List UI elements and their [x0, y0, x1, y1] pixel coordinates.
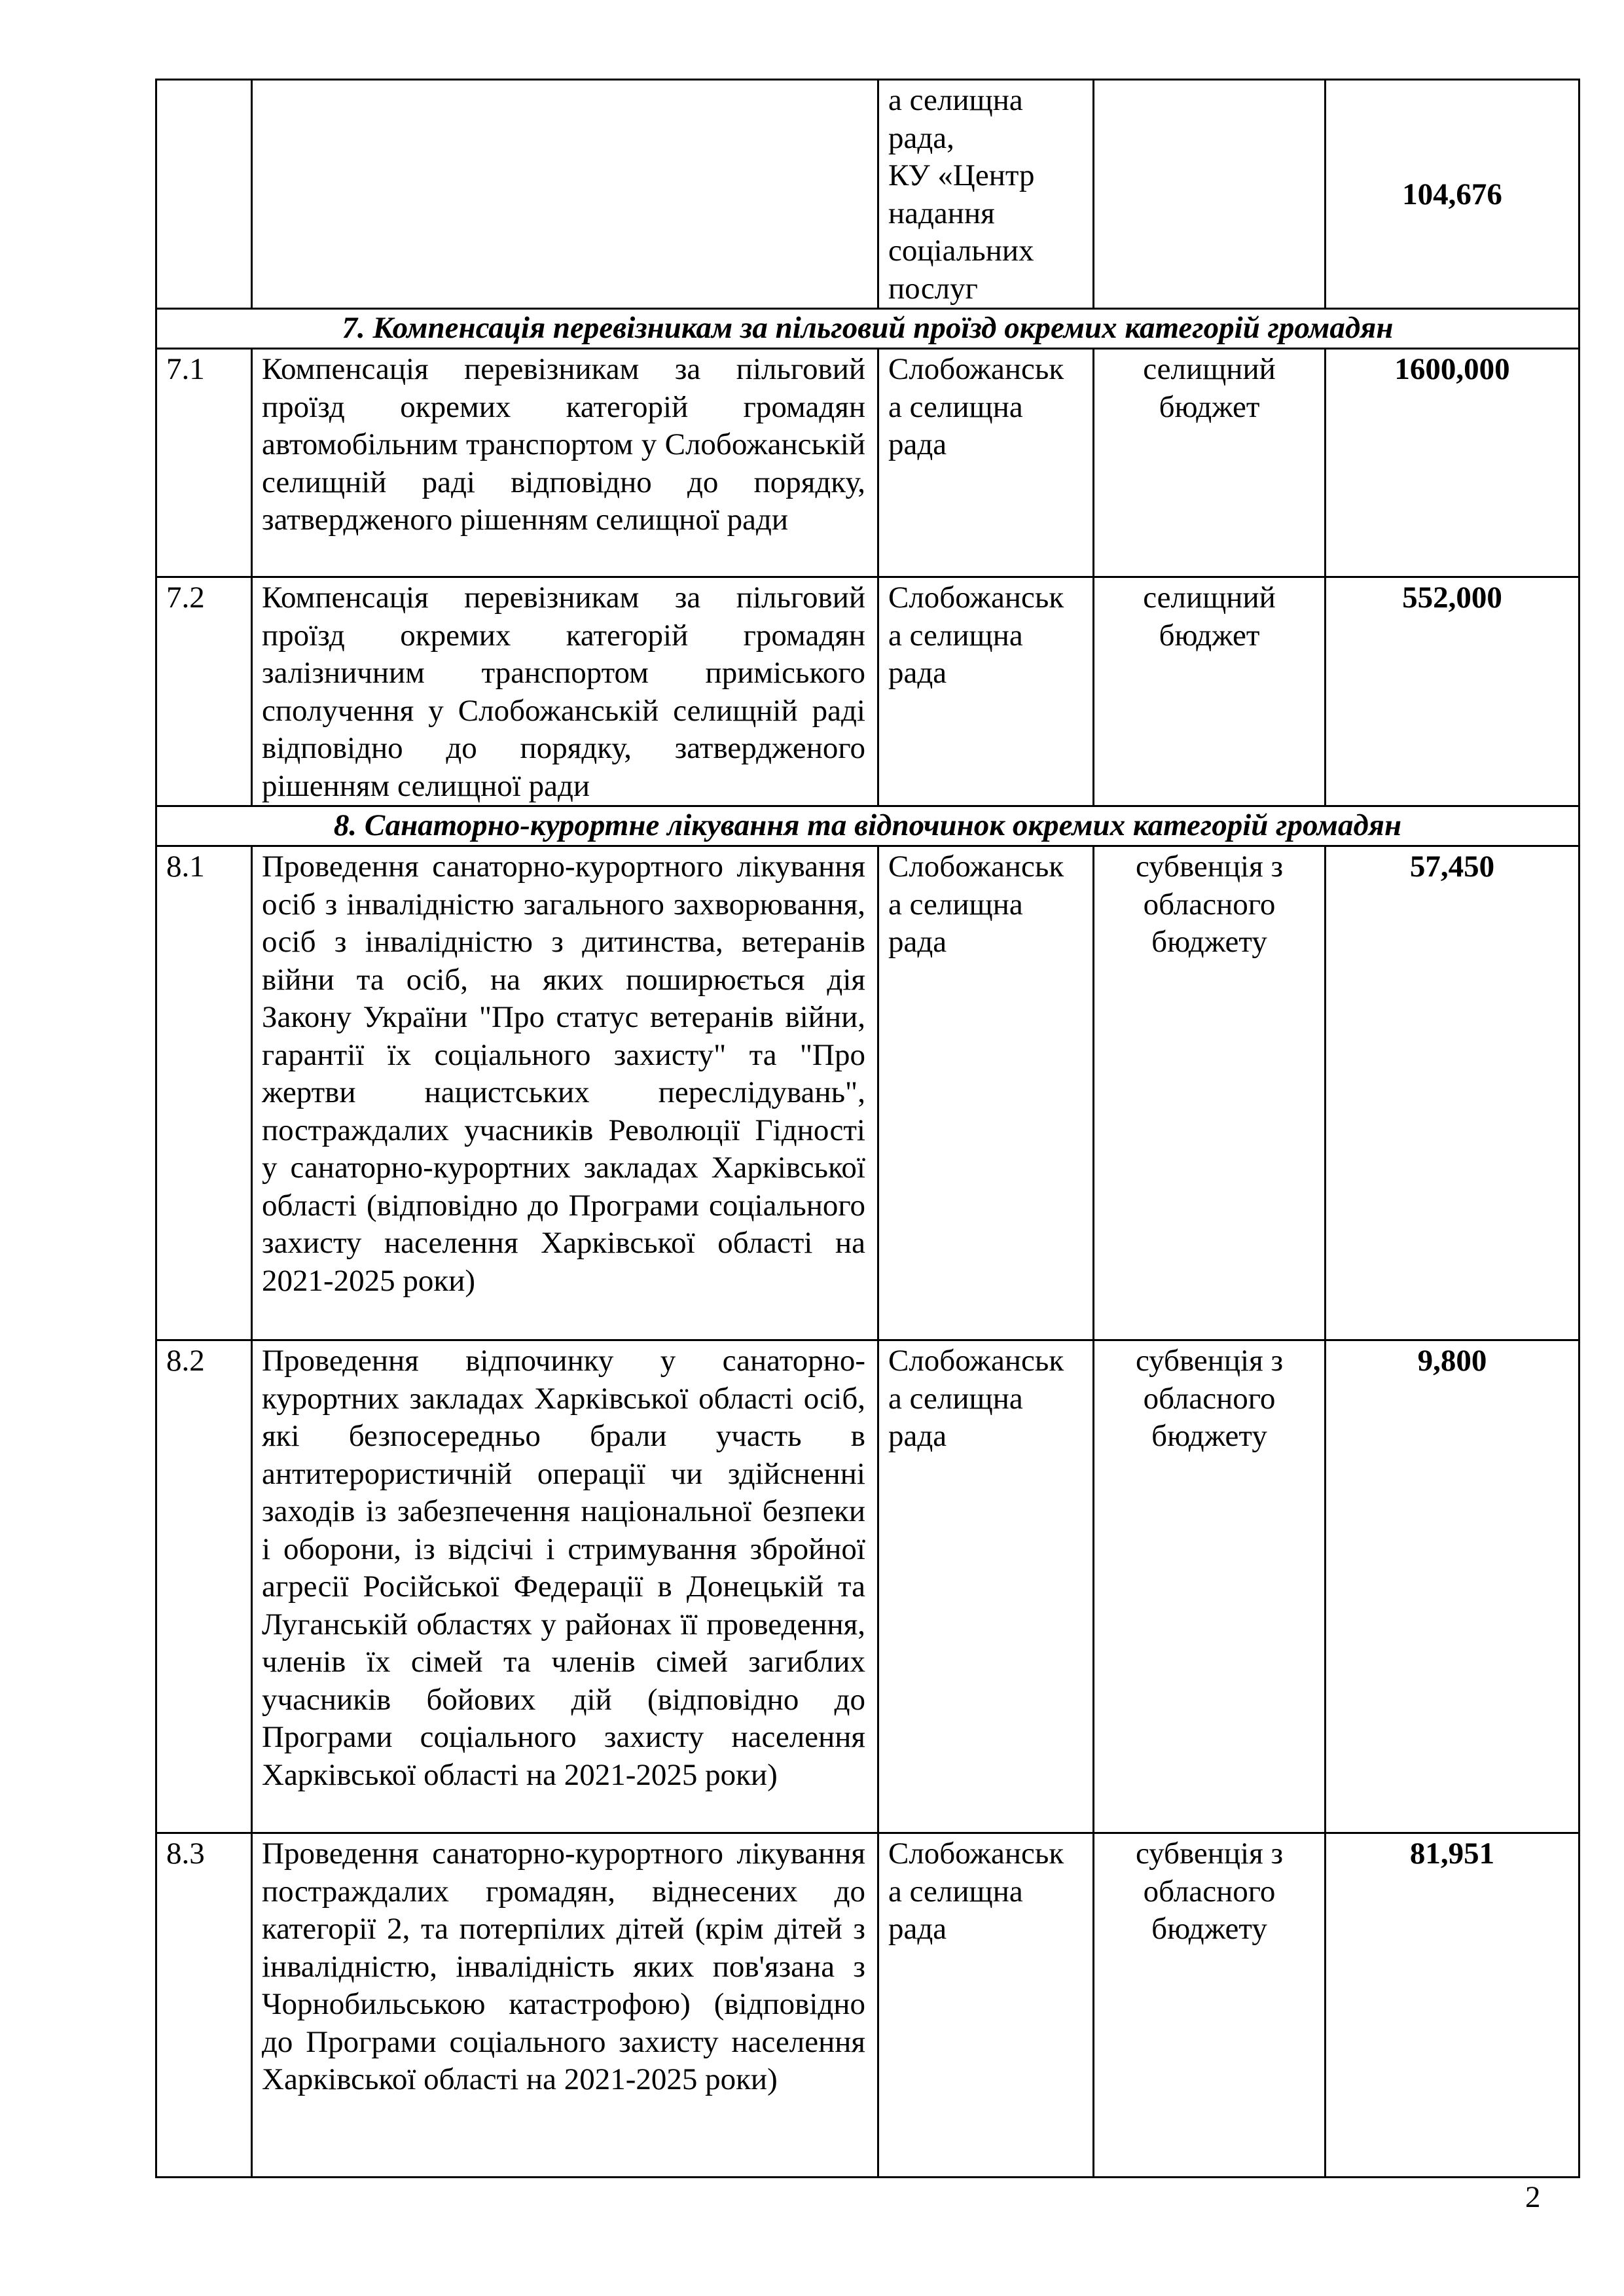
row-description: Компенсація перевізникам за пільговий проїзд окремих категорій громадян залізничним транспортом приміського сполучення у Слобожанській селищній раді відповідно до порядку, затвердженого рішенням селищної ради [252, 577, 878, 806]
table-row [156, 80, 1579, 309]
row-description: Проведення санаторно-курортного лікування осіб з інвалідністю загального захворювання, осіб з інвалідністю з дитинства, ветеранів війни та осіб, на яких поширюється дія Закону України "Про статус ветеранів війни, гарантії їх соціального захисту" та "Про жертви нацистських переслідувань", постраждалих учасників Революції Гідності у санаторно-курортних закладах Харківської області (відповідно до Програми соціального захисту населення Харківської області на 2021-2025 роки) [252, 846, 878, 1340]
section-title: 7. Компенсація перевізникам за пільговий проїзд окремих категорій громадян [156, 309, 1579, 349]
row-funding-source: селищний бюджет [1094, 577, 1326, 806]
row-amount: 57,450 [1326, 846, 1579, 1340]
row-executor: Слобожанськ а селищна рада [878, 349, 1094, 577]
row-funding-source [1094, 80, 1326, 309]
row-executor: Слобожанськ а селищна рада [878, 577, 1094, 806]
row-funding-source: субвенція з обласного бюджету [1094, 1340, 1326, 1833]
row-number [156, 80, 252, 309]
row-executor: Слобожанськ а селищна рада [878, 1340, 1094, 1833]
row-executor: Слобожанськ а селищна рада [878, 846, 1094, 1340]
row-executor: а селищна рада, КУ «Центр надання соціальних послуг [878, 80, 1094, 309]
row-number: 8.3 [156, 1833, 252, 2178]
row-number: 8.2 [156, 1340, 252, 1833]
page-number: 2 [1525, 2180, 1541, 2214]
table-row [156, 1833, 1579, 2178]
row-funding-source: селищний бюджет [1094, 349, 1326, 577]
table-row [156, 846, 1579, 1340]
row-executor: Слобожанськ а селищна рада [878, 1833, 1094, 2178]
row-number: 7.1 [156, 349, 252, 577]
row-funding-source: субвенція з обласного бюджету [1094, 846, 1326, 1340]
row-description [252, 80, 878, 309]
row-description: Проведення санаторно-курортного лікування постраждалих громадян, віднесених до категорії 2, та потерпілих дітей (крім дітей з інвалідністю, інвалідність яких пов'язана з Чорнобильською катастрофою) (відповідно до Програми соціального захисту населення Харківської області на 2021-2025 роки) [252, 1833, 878, 2178]
program-measures-table [155, 79, 1580, 2178]
section-header-row [156, 806, 1579, 846]
row-description: Компенсація перевізникам за пільговий проїзд окремих категорій громадян автомобільним транспортом у Слобожанській селищній раді відповідно до порядку, затвердженого рішенням селищної ради [252, 349, 878, 577]
row-number: 8.1 [156, 846, 252, 1340]
section-header-row [156, 309, 1579, 349]
row-amount: 1600,000 [1326, 349, 1579, 577]
table-row [156, 1340, 1579, 1833]
table-row [156, 577, 1579, 806]
row-description: Проведення відпочинку у санаторно-курортних закладах Харківської області осіб, які безпосередньо брали участь в антитерористичній операції чи здійсненні заходів із забезпечення національної безпеки і оборони, із відсічі і стримування збройної агресії Російської Федерації в Донецькій та Луганській областях у районах її проведення, членів їх сімей та членів сімей загиблих учасників бойових дій (відповідно до Програми соціального захисту населення Харківської області на 2021-2025 роки) [252, 1340, 878, 1833]
row-amount: 552,000 [1326, 577, 1579, 806]
row-funding-source: субвенція з обласного бюджету [1094, 1833, 1326, 2178]
row-amount: 9,800 [1326, 1340, 1579, 1833]
row-amount: 104,676 [1326, 80, 1579, 309]
section-title: 8. Санаторно-курортне лікування та відпочинок окремих категорій громадян [156, 806, 1579, 846]
table-row [156, 349, 1579, 577]
row-amount: 81,951 [1326, 1833, 1579, 2178]
row-number: 7.2 [156, 577, 252, 806]
